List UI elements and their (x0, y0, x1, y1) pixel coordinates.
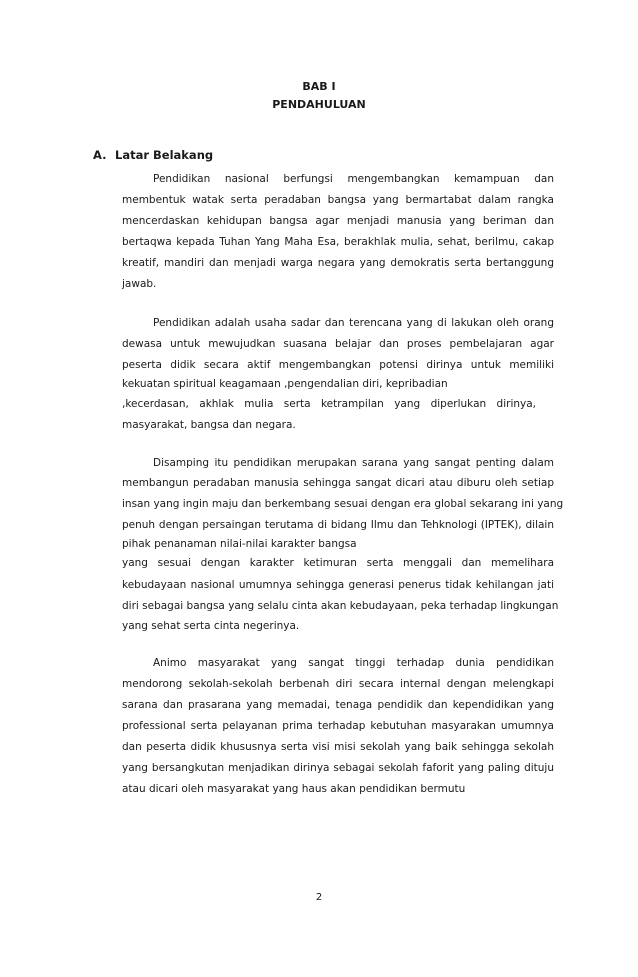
paragraph-4-line: sarana dan prasarana yang memadai, tenaga pendidik dan kependidikan yang (122, 699, 554, 711)
section-title: Latar Belakang (115, 148, 214, 162)
paragraph-3-line: membangun peradaban manusia sehingga sangat dicari atau diburu oleh setiap (122, 477, 554, 489)
page-number: 2 (315, 892, 323, 903)
paragraph-4-line: dan peserta didik khususnya serta visi misi sekolah yang baik sehingga sekolah (122, 741, 554, 753)
paragraph-4-line: Animo masyarakat yang sangat tinggi terhadap dunia pendidikan (153, 657, 554, 669)
paragraph-2-line: dewasa untuk mewujudkan suasana belajar dan proses pembelajaran agar (122, 338, 554, 350)
paragraph-3-line: yang sesuai dengan karakter ketimuran serta menggali dan memelihara (122, 557, 554, 569)
paragraph-1-line: Pendidikan nasional berfungsi mengembangkan kemampuan dan (153, 173, 554, 185)
paragraph-3-line: Disamping itu pendidikan merupakan sarana yang sangat penting dalam (153, 457, 554, 469)
paragraph-3-line: pihak penanaman nilai-nilai karakter bangsa (122, 538, 357, 550)
paragraph-3-line: kebudayaan nasional umumnya sehingga generasi penerus tidak kehilangan jati (122, 579, 554, 591)
chapter-number: BAB I (302, 80, 336, 93)
section-marker: A. (93, 148, 107, 162)
paragraph-2-line: ,kecerdasan, akhlak mulia serta ketrampilan yang diperlukan dirinya, (122, 398, 536, 410)
paragraph-2-line: kekuatan spiritual keagamaan ,pengendalian diri, kepribadian (122, 378, 448, 390)
paragraph-1-line: jawab. (122, 278, 157, 290)
paragraph-3-line: diri sebagai bangsa yang selalu cinta akan kebudayaan, peka terhadap lingkungan (122, 600, 559, 612)
paragraph-2-line: masyarakat, bangsa dan negara. (122, 419, 296, 431)
paragraph-1-line: membentuk watak serta peradaban bangsa yang bermartabat dalam rangka (122, 194, 554, 206)
paragraph-1-line: bertaqwa kepada Tuhan Yang Maha Esa, berakhlak mulia, sehat, berilmu, cakap (122, 236, 554, 248)
paragraph-2-line: peserta didik secara aktif mengembangkan potensi dirinya untuk memiliki (122, 359, 554, 371)
paragraph-4-line: mendorong sekolah-sekolah berbenah diri secara internal dengan melengkapi (122, 678, 554, 690)
paragraph-3-line: yang sehat serta cinta negerinya. (122, 620, 300, 632)
section-heading (93, 148, 213, 162)
paragraph-1-line: kreatif, mandiri dan menjadi warga negara yang demokratis serta bertanggung (122, 257, 554, 269)
paragraph-2-line: Pendidikan adalah usaha sadar dan terencana yang di lakukan oleh orang (153, 317, 554, 329)
paragraph-4-line: atau dicari oleh masyarakat yang haus akan pendidikan bermutu (122, 783, 466, 795)
paragraph-3-line: penuh dengan persaingan terutama di bidang Ilmu dan Tehknologi (IPTEK), dilain (122, 519, 554, 531)
chapter-title: PENDAHULUAN (272, 98, 366, 111)
paragraph-3-line: insan yang ingin maju dan berkembang sesuai dengan era global sekarang ini yang (122, 498, 564, 510)
paragraph-4-line: professional serta pelayanan prima terhadap kebutuhan masyarakan umumnya (122, 720, 554, 732)
paragraph-4-line: yang bersangkutan menjadikan dirinya sebagai sekolah faforit yang paling dituju (122, 762, 554, 774)
paragraph-1-line: mencerdaskan kehidupan bangsa agar menjadi manusia yang beriman dan (122, 215, 554, 227)
